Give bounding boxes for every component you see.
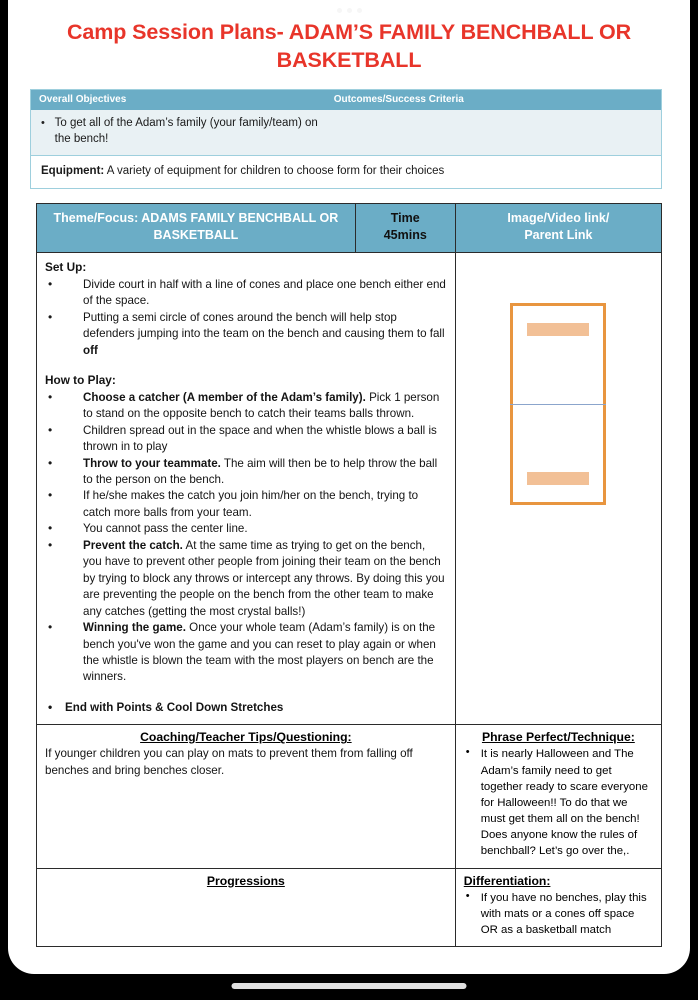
differentiation-list <box>464 890 653 939</box>
court-bench-top <box>527 323 589 336</box>
equipment-text: A variety of equipment for children to choose form for their choices <box>104 165 445 178</box>
header-theme-focus: Theme/Focus: ADAMS FAMILY BENCHBALL OR BASKETBALL <box>37 204 356 253</box>
objectives-cell-left <box>31 110 333 155</box>
list-item <box>45 521 447 537</box>
header-time-line1: Time <box>390 211 420 226</box>
setup-heading: Set Up: <box>45 259 87 274</box>
setup-item-1: Putting a semi circle of cones around the bench will help stop defenders jumping into the team on the bench and causing them to fall <box>83 310 445 341</box>
objectives-header-left: Overall Objectives <box>39 93 127 105</box>
objectives-table <box>30 89 662 189</box>
progressions-cell <box>37 868 456 947</box>
home-indicator[interactable] <box>232 983 467 989</box>
howto-heading: How to Play: <box>45 372 116 387</box>
objectives-header-right: Outcomes/Success Criteria <box>333 93 464 105</box>
howto-item-6-bold: Winning the game. <box>83 621 186 635</box>
objectives-table-body <box>31 110 661 156</box>
differentiation-cell <box>455 868 661 947</box>
session-content-cell <box>37 252 456 724</box>
objectives-cell-right <box>333 110 661 155</box>
objective-text: To get all of the Adam’s family (your family/team) on the bench! <box>54 116 318 146</box>
phrase-heading: Phrase Perfect/Technique: <box>481 730 635 745</box>
setup-item-0: Divide court in half with a line of cones and place one bench either end of the space. <box>83 277 446 308</box>
device-screen <box>8 0 690 974</box>
header-media-link <box>455 204 661 253</box>
list-item: • It is nearly Halloween and The Adam’s family need to get together ready to scare everyone for Halloween!! To do that we must get them all on the bench! Does anyone know the rules of benchball? Let’s go over the,. <box>464 746 653 859</box>
benchball-court-diagram <box>510 303 606 505</box>
list-item <box>45 620 447 686</box>
media-cell <box>455 252 661 724</box>
list-item <box>45 310 447 359</box>
court-bench-bottom <box>527 472 589 485</box>
equipment-label: Equipment: <box>41 165 105 178</box>
list-item <box>45 488 447 521</box>
progressions-row <box>37 868 662 947</box>
howto-item-4-rest: You cannot pass the center line. <box>83 522 248 536</box>
equipment-row <box>31 156 661 188</box>
differentiation-heading: Differentiation: <box>463 873 551 888</box>
howto-item-2-rest: The aim will then be to help throw the ball to the person on the bench. <box>83 456 438 486</box>
howto-item-0-rest: Pick 1 person to stand on the opposite bench to catch their teams balls thrown. <box>83 390 440 421</box>
list-item <box>45 277 447 310</box>
howto-item-1-rest: Children spread out in the space and when the whistle blows a ball is thrown in to play <box>83 423 437 454</box>
howto-item-5-bold: Prevent the catch. <box>83 538 183 552</box>
howto-item-6-rest: Once your whole team (Adam’s family) is on the bench you've won the game and you can reset to play again or when the whistle is blown the team with the most players on bench are the winners. <box>83 621 436 684</box>
header-media-line1: Image/Video link/ <box>507 211 610 226</box>
objectives-table-header <box>31 90 661 110</box>
court-center-line <box>510 404 606 406</box>
howto-item-0-bold: Choose a catcher (A member of the Adam’s family). <box>83 390 366 404</box>
coaching-heading: Coaching/Teacher Tips/Questioning: <box>140 730 352 745</box>
howto-item-5-rest: At the same time as trying to get on the bench, you have to prevent other people from joining their team on the bench by trying to block any throws or intercept any throws. By doing this you are preventing the people on the bench from the other team to make any catches (getting the most crystal balls!) <box>83 538 445 618</box>
list-item: • If you have no benches, play this with mats or a cones off space OR as a basketball match <box>464 890 653 939</box>
session-plan-table <box>36 203 662 947</box>
setup-list <box>45 277 447 359</box>
howto-list <box>45 390 447 686</box>
end-with-points-line: • End with Points & Cool Down Stretches <box>45 700 447 716</box>
page-title: Camp Session Plans- ADAM’S FAMILY BENCHBALL OR BASKETBALL <box>66 20 632 73</box>
progressions-heading: Progressions <box>206 873 285 888</box>
list-item <box>45 538 447 620</box>
list-item <box>45 390 447 423</box>
plan-table-header-row <box>37 204 662 253</box>
list-item <box>45 456 447 489</box>
phrase-perfect-cell <box>455 725 661 868</box>
coaching-cell <box>37 725 456 868</box>
list-item <box>45 423 447 456</box>
header-media-line2: Parent Link <box>524 228 593 243</box>
coaching-row <box>37 725 662 868</box>
header-time-line2: 45mins <box>383 228 427 243</box>
howto-item-2-bold: Throw to your teammate. <box>83 456 221 470</box>
document-page <box>8 0 690 947</box>
bullet-icon: • <box>41 116 45 129</box>
phrase-list <box>464 746 653 859</box>
header-time <box>355 204 455 253</box>
howto-item-3-rest: If he/she makes the catch you join him/her on the bench, trying to catch more balls from your team. <box>83 489 419 519</box>
coaching-text: If younger children you can play on mats to prevent them from falling off benches and bring benches closer. <box>45 747 413 777</box>
plan-table-content-row <box>37 252 662 724</box>
setup-item-1-bold: off <box>83 343 98 357</box>
